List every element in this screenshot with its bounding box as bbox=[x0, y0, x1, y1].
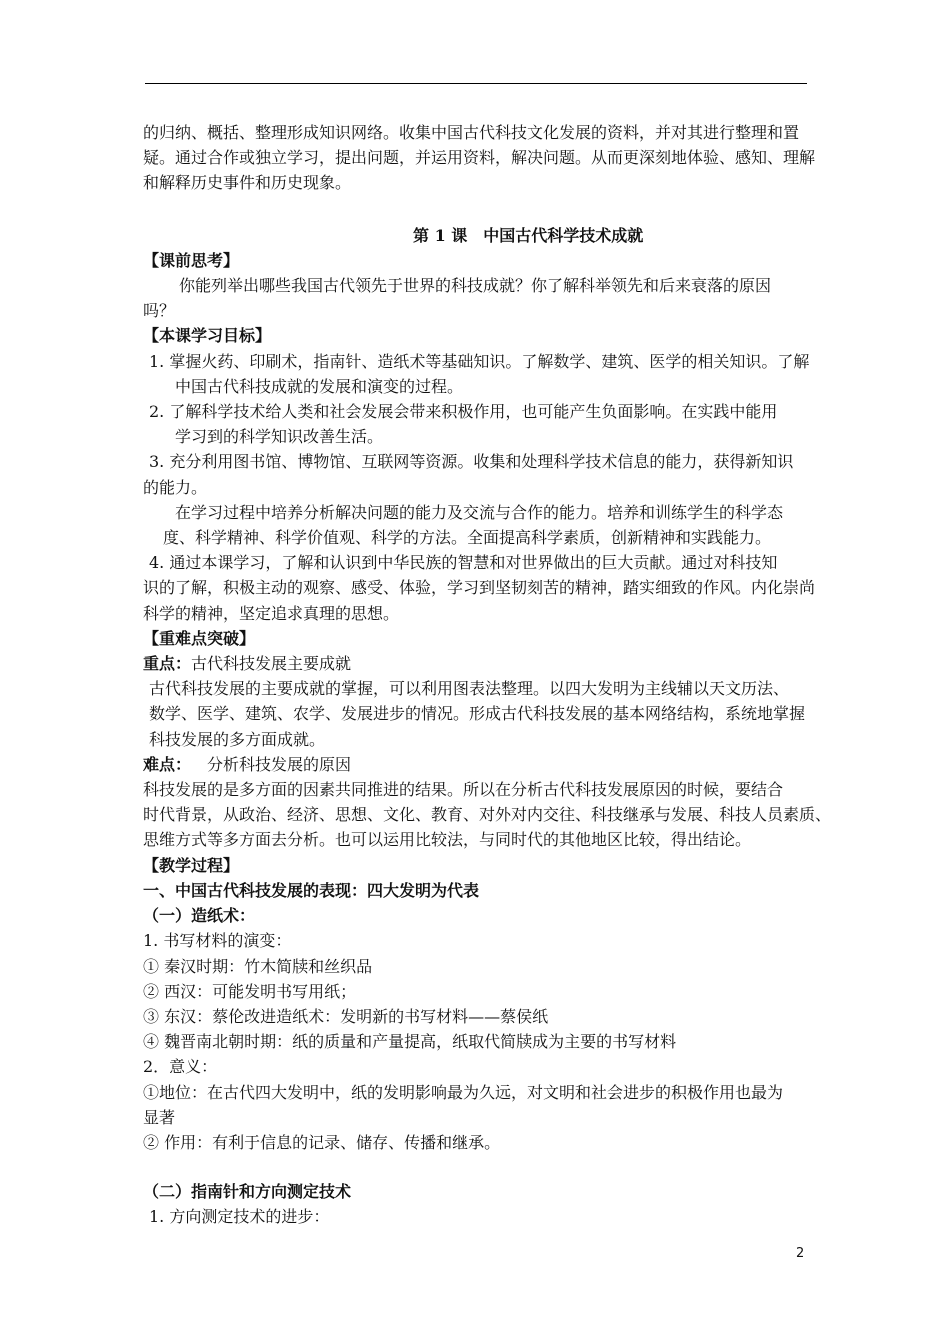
pre-thinking-text: 吗？ bbox=[143, 301, 176, 321]
goal-paragraph: 度、科学精神、科学价值观、科学的方法。全面提高科学素质，创新精神和实践能力。 bbox=[163, 528, 772, 548]
list-item: ①地位：在古代四大发明中，纸的发明影响最为久远，对文明和社会进步的积极作用也最为 bbox=[143, 1082, 784, 1102]
list-item: 2．意义： bbox=[143, 1057, 218, 1077]
pre-thinking-heading: 【课前思考】 bbox=[143, 250, 240, 270]
goal-item: 2. 了解科学技术给人类和社会发展会带来积极作用，也可能产生负面影响。在实践中能用 bbox=[149, 402, 778, 422]
focus-line bbox=[143, 651, 807, 676]
section-heading: 一、中国古代科技发展的表现：四大发明为代表 bbox=[143, 880, 480, 900]
difficulty-detail: 思维方式等多方面去分析。也可以运用比较法，与同时代的其他地区比较，得出结论。 bbox=[143, 830, 752, 850]
focus-detail: 科技发展的多方面成就。 bbox=[149, 729, 326, 749]
focus-text: 古代科技发展主要成就 bbox=[191, 654, 352, 674]
subsection-heading: （一）造纸术： bbox=[143, 906, 256, 926]
goal-item: 科学的精神，坚定追求真理的思想。 bbox=[143, 603, 400, 623]
goal-item: 学习到的科学知识改善生活。 bbox=[175, 427, 384, 447]
focus-label: 重点： bbox=[143, 654, 192, 674]
goal-item: 1. 掌握火药、印刷术，指南针、造纸术等基础知识。了解数学、建筑、医学的相关知识。了解 bbox=[149, 351, 810, 371]
pre-thinking-text: 你能列举出哪些我国古代领先于世界的科技成就？你了解科举领先和后来衰落的原因 bbox=[179, 276, 772, 296]
difficulty-detail: 科技发展的是多方面的因素共同推进的结果。所以在分析古代科技发展原因的时候，要结合 bbox=[143, 780, 784, 800]
goal-item: 中国古代科技成就的发展和演变的过程。 bbox=[175, 376, 464, 396]
goal-item: 的能力。 bbox=[143, 477, 208, 497]
goal-item: 4. 通过本课学习，了解和认识到中华民族的智慧和对世界做出的巨大贡献。通过对科技知 bbox=[149, 553, 778, 573]
intro-line: 的归纳、概括、整理形成知识网络。收集中国古代科技文化发展的资料，并对其进行整理和置 bbox=[143, 123, 800, 142]
lesson-title: 第 1 课 中国古代科学技术成就 bbox=[413, 225, 644, 245]
list-item: ② 作用：有利于信息的记录、储存、传播和继承。 bbox=[143, 1132, 501, 1152]
process-heading: 【教学过程】 bbox=[143, 855, 240, 875]
goal-item: 识的了解，积极主动的观察、感受、体验，学习到坚韧刻苦的精神，踏实细致的作风。内化崇尚 bbox=[143, 578, 816, 598]
difficulty-text: 分析科技发展的原因 bbox=[207, 754, 352, 774]
list-item: 显著 bbox=[143, 1107, 176, 1127]
difficulty-label: 难点： bbox=[143, 754, 192, 774]
intro-line: 疑。通过合作或独立学习，提出问题，并运用资料，解决问题。从而更深刻地体验、感知、理解 bbox=[143, 148, 816, 168]
key-points-heading: 【重难点突破】 bbox=[143, 628, 256, 648]
focus-detail: 古代科技发展的主要成就的掌握，可以利用图表法整理。以四大发明为主线辅以天文历法、 bbox=[149, 679, 790, 699]
page-number: 2 bbox=[796, 1246, 805, 1261]
subsection-heading: （二）指南针和方向测定技术 bbox=[143, 1182, 352, 1202]
focus-detail: 数学、医学、建筑、农学、发展进步的情况。形成古代科技发展的基本网络结构，系统地掌握 bbox=[149, 704, 806, 724]
goal-paragraph: 在学习过程中培养分析解决问题的能力及交流与合作的能力。培养和训练学生的科学态 bbox=[175, 502, 784, 522]
list-item: 1. 书写材料的演变： bbox=[143, 931, 292, 951]
list-item: 1. 方向测定技术的进步： bbox=[149, 1207, 330, 1227]
list-item: ④ 魏晋南北朝时期：纸的质量和产量提高，纸取代简牍成为主要的书写材料 bbox=[143, 1032, 677, 1052]
header-rule bbox=[145, 83, 807, 84]
goal-item: 3. 充分利用图书馆、博物馆、互联网等资源。收集和处理科学技术信息的能力，获得新知识 bbox=[149, 452, 794, 472]
difficulty-detail: 时代背景，从政治、经济、思想、文化、教育、对外对内交往、科技继承与发展、科技人员素质、 bbox=[143, 805, 832, 825]
list-item: ② 西汉：可能发明书写用纸； bbox=[143, 981, 357, 1001]
difficulty-line bbox=[143, 752, 807, 777]
list-item: ③ 东汉：蔡伦改进造纸术：发明新的书写材料——蔡侯纸 bbox=[143, 1006, 549, 1026]
intro-line: 和解释历史事件和历史现象。 bbox=[143, 173, 352, 193]
document-body bbox=[143, 120, 832, 1230]
list-item: ① 秦汉时期：竹木简牍和丝织品 bbox=[143, 956, 373, 976]
goals-heading: 【本课学习目标】 bbox=[143, 326, 272, 346]
